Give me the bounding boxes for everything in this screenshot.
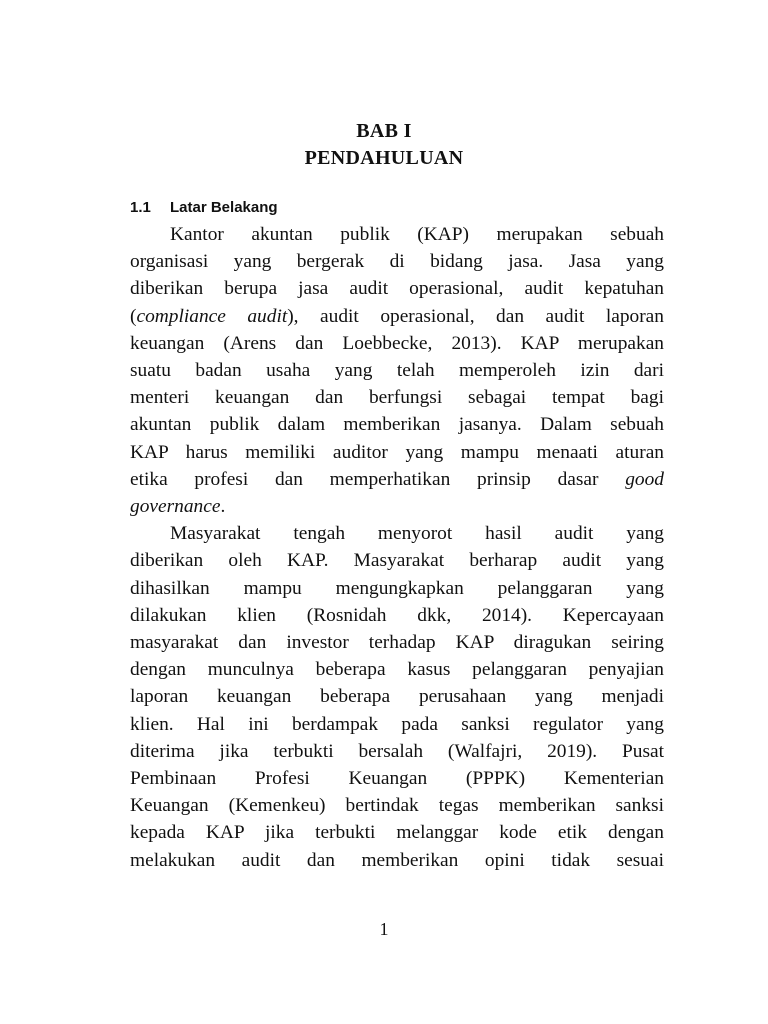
paragraph-line: melakukan audit dan memberikan opini tidak sesuai bbox=[130, 849, 664, 871]
paragraph-line: kepada KAP jika terbukti melanggar kode etik dengan bbox=[130, 822, 664, 844]
paragraph-line: menteri keuangan dan berfungsi sebagai tempat bagi bbox=[130, 387, 664, 409]
paragraph-line: akuntan publik dalam memberikan jasanya. Dalam sebuah bbox=[130, 414, 664, 436]
page-number: 1 bbox=[379, 919, 389, 939]
paragraph-line: masyarakat dan investor terhadap KAP diragukan seiring bbox=[130, 632, 664, 653]
paragraph-line: dihasilkan mampu mengungkapkan pelanggaran yang bbox=[130, 577, 664, 599]
paragraph-line: Kantor akuntan publik (KAP) merupakan sebuah bbox=[170, 224, 664, 245]
paragraph-line: klien. Hal ini berdampak pada sanksi regulator yang bbox=[130, 713, 664, 735]
paragraph-line: (compliance audit), audit operasional, dan audit laporan bbox=[130, 305, 664, 327]
chapter-label: BAB I bbox=[356, 120, 412, 142]
section-heading bbox=[130, 199, 278, 216]
paragraph-line: governance. bbox=[130, 496, 226, 517]
paragraph-line: KAP harus memiliki auditor yang mampu menaati aturan bbox=[130, 441, 664, 463]
paragraph-line: dengan munculnya beberapa kasus pelanggaran penyajian bbox=[130, 659, 664, 681]
chapter-title: PENDAHULUAN bbox=[304, 147, 464, 169]
paragraph-line: Pembinaan Profesi Keuangan (PPPK) Kementerian bbox=[130, 768, 664, 789]
section-number: 1.1 bbox=[130, 199, 151, 216]
paragraph-line: keuangan (Arens dan Loebbecke, 2013). KAP merupakan bbox=[130, 332, 664, 354]
paragraph-line: laporan keuangan beberapa perusahaan yang menjadi bbox=[130, 686, 664, 708]
paragraph-line: organisasi yang bergerak di bidang jasa. Jasa yang bbox=[130, 251, 664, 273]
paragraph-line: diberikan oleh KAP. Masyarakat berharap audit yang bbox=[130, 550, 664, 572]
paragraph-line: etika profesi dan memperhatikan prinsip dasar good bbox=[130, 468, 664, 490]
paragraph-line: dilakukan klien (Rosnidah dkk, 2014). Kepercayaan bbox=[130, 604, 664, 626]
paragraph-line: diterima jika terbukti bersalah (Walfajri, 2019). Pusat bbox=[130, 740, 664, 762]
paragraph-line: Masyarakat tengah menyorot hasil audit yang bbox=[170, 523, 664, 545]
section-title: Latar Belakang bbox=[170, 199, 278, 216]
paragraph-line: diberikan berupa jasa audit operasional, audit kepatuhan bbox=[130, 278, 664, 300]
paragraph-line: suatu badan usaha yang telah memperoleh izin dari bbox=[130, 360, 664, 381]
paragraph-line: Keuangan (Kemenkeu) bertindak tegas memberikan sanksi bbox=[130, 795, 664, 817]
